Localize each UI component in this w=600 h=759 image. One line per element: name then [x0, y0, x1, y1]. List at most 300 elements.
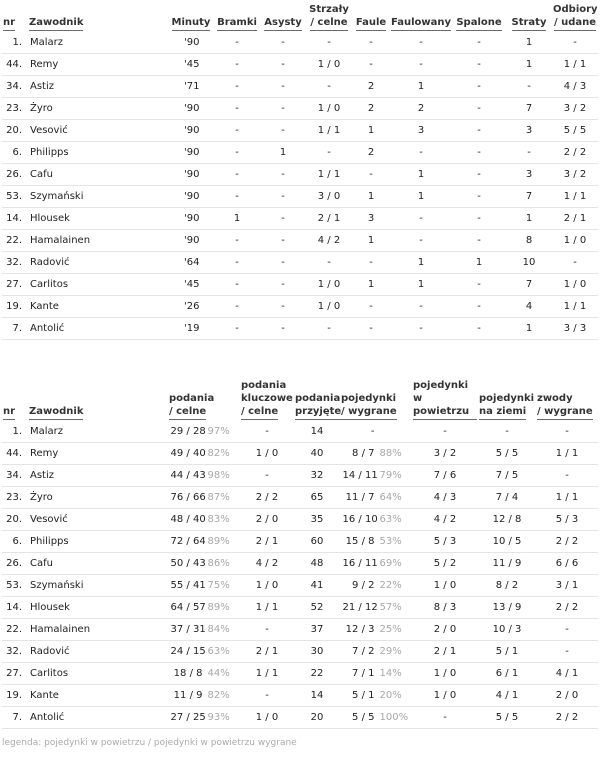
table-row	[2, 663, 598, 685]
player-name: Kante	[28, 296, 168, 318]
duels-pair	[343, 536, 410, 547]
player-name: Antolić	[28, 318, 168, 340]
tackles-cell: 1 / 1	[552, 186, 598, 208]
aerial-duels-cell: 8 / 3	[412, 597, 478, 619]
duels-value: 5 / 5	[352, 712, 375, 723]
losses-cell: 4	[506, 296, 552, 318]
goals-cell: -	[214, 32, 260, 54]
table-legend: legenda: pojedynki w powietrzu / pojedynki w powietrzu wygrane	[2, 738, 297, 748]
player-number: 26.	[2, 553, 28, 575]
tackles-cell: 1 / 1	[552, 296, 598, 318]
shots-cell: 4 / 2	[306, 230, 352, 252]
player-number: 6.	[2, 142, 28, 164]
assists-cell: -	[260, 186, 306, 208]
fouls-cell: -	[352, 252, 390, 274]
passes-cell	[168, 487, 240, 509]
duels-cell	[340, 641, 412, 663]
duels-value: 14 / 11	[342, 470, 378, 481]
duels-value: 9 / 2	[352, 580, 375, 591]
passes-pair	[171, 668, 238, 679]
passes-percent: 97%	[207, 426, 230, 437]
losses-cell: 7	[506, 98, 552, 120]
offsides-cell: -	[452, 32, 506, 54]
shots-cell: 1 / 1	[306, 120, 352, 142]
duels-percent: 63%	[379, 514, 402, 525]
received-cell: 60	[294, 531, 340, 553]
aerial-duels-cell: 4 / 3	[412, 487, 478, 509]
col-header-dribbles: zwody / wygrane	[536, 379, 598, 421]
passes-cell	[168, 707, 240, 729]
passes-percent: 83%	[207, 514, 230, 525]
player-number: 14.	[2, 208, 28, 230]
table-row	[2, 98, 598, 120]
received-cell: 14	[294, 421, 340, 443]
col-header-fouls: Faule	[352, 3, 390, 32]
received-cell: 35	[294, 509, 340, 531]
player-number: 6.	[2, 531, 28, 553]
player-name: Carlitos	[28, 274, 168, 296]
fouls-cell: -	[352, 318, 390, 340]
key-passes-cell: -	[240, 619, 294, 641]
aerial-duels-cell: 1 / 0	[412, 575, 478, 597]
duels-pair	[343, 624, 410, 635]
fouled-cell: -	[390, 230, 452, 252]
passes-pair	[171, 690, 238, 701]
goals-cell: -	[214, 230, 260, 252]
minutes-cell: '45	[168, 54, 214, 76]
passes-cell	[168, 619, 240, 641]
assists-cell: -	[260, 76, 306, 98]
aerial-duels-cell: -	[412, 707, 478, 729]
goals-cell: -	[214, 76, 260, 98]
dribbles-cell: -	[536, 619, 598, 641]
player-number: 27.	[2, 663, 28, 685]
passes-value: 49 / 40	[170, 448, 206, 459]
duels-pair	[343, 426, 410, 437]
shots-cell: -	[306, 318, 352, 340]
goals-cell: -	[214, 120, 260, 142]
minutes-cell: '90	[168, 120, 214, 142]
ground-duels-cell: 12 / 8	[478, 509, 536, 531]
goals-cell: -	[214, 164, 260, 186]
col-header-minutes: Minuty	[168, 3, 214, 32]
table-row	[2, 641, 598, 663]
passes-pair	[171, 426, 238, 437]
dribbles-cell: 5 / 3	[536, 509, 598, 531]
table-row	[2, 421, 598, 443]
table-row	[2, 685, 598, 707]
received-cell: 14	[294, 685, 340, 707]
losses-cell: 7	[506, 274, 552, 296]
received-cell: 22	[294, 663, 340, 685]
duels-cell	[340, 531, 412, 553]
duels-value: 21 / 12	[342, 602, 378, 613]
passes-percent: 82%	[207, 690, 230, 701]
aerial-duels-cell: 7 / 6	[412, 465, 478, 487]
goals-cell: -	[214, 274, 260, 296]
player-name: Żyro	[28, 98, 168, 120]
player-name: Philipps	[28, 531, 168, 553]
table-row	[2, 707, 598, 729]
fouled-cell: 1	[390, 274, 452, 296]
ground-duels-cell: 5 / 1	[478, 641, 536, 663]
table-row	[2, 230, 598, 252]
ground-duels-cell: 13 / 9	[478, 597, 536, 619]
aerial-duels-cell: 1 / 0	[412, 663, 478, 685]
passes-pair	[171, 624, 238, 635]
aerial-duels-cell: 5 / 3	[412, 531, 478, 553]
player-number: 23.	[2, 98, 28, 120]
minutes-cell: '90	[168, 164, 214, 186]
table-row	[2, 186, 598, 208]
tackles-cell: 4 / 3	[552, 76, 598, 98]
dribbles-cell: 2 / 0	[536, 685, 598, 707]
ground-duels-cell: 8 / 2	[478, 575, 536, 597]
passes-percent: 63%	[207, 646, 230, 657]
passes-cell	[168, 465, 240, 487]
table-row	[2, 318, 598, 340]
passes-pair	[171, 536, 238, 547]
tackles-cell: 2 / 2	[552, 142, 598, 164]
player-stats-table	[2, 3, 598, 340]
table-row	[2, 575, 598, 597]
received-cell: 48	[294, 553, 340, 575]
passes-pair	[171, 646, 238, 657]
key-passes-cell: -	[240, 465, 294, 487]
player-number: 22.	[2, 230, 28, 252]
duels-value: 16 / 11	[342, 558, 378, 569]
player-number: 27.	[2, 274, 28, 296]
passes-percent: 84%	[207, 624, 230, 635]
duels-percent: 69%	[379, 558, 402, 569]
goals-cell: -	[214, 186, 260, 208]
passes-cell	[168, 663, 240, 685]
received-cell: 41	[294, 575, 340, 597]
col-header-fouled: Faulowany	[390, 3, 452, 32]
goals-cell: -	[214, 252, 260, 274]
fouled-cell: -	[390, 32, 452, 54]
duels-percent: 100%	[379, 712, 409, 723]
goals-cell: -	[214, 98, 260, 120]
player-name: Malarz	[28, 32, 168, 54]
table-row	[2, 531, 598, 553]
passes-value: 29 / 28	[170, 426, 206, 437]
passes-percent: 89%	[207, 602, 230, 613]
duels-cell	[340, 487, 412, 509]
shots-cell: 1 / 0	[306, 274, 352, 296]
losses-cell: 8	[506, 230, 552, 252]
passes-cell	[168, 553, 240, 575]
shots-cell: -	[306, 76, 352, 98]
ground-duels-cell: 10 / 5	[478, 531, 536, 553]
fouls-cell: 2	[352, 76, 390, 98]
key-passes-cell: 1 / 1	[240, 663, 294, 685]
fouled-cell: -	[390, 318, 452, 340]
col-header-ground-duels: pojedynki na ziemi	[478, 379, 536, 421]
offsides-cell: -	[452, 76, 506, 98]
dribbles-cell: -	[536, 641, 598, 663]
offsides-cell: -	[452, 296, 506, 318]
shots-cell: 2 / 1	[306, 208, 352, 230]
fouled-cell: 1	[390, 76, 452, 98]
passes-header-row	[2, 379, 598, 421]
player-number: 34.	[2, 465, 28, 487]
key-passes-cell: 2 / 1	[240, 641, 294, 663]
duels-pair	[343, 558, 410, 569]
player-name: Carlitos	[28, 663, 168, 685]
passes-percent: 44%	[207, 668, 230, 679]
fouled-cell: 2	[390, 98, 452, 120]
player-number: 14.	[2, 597, 28, 619]
table-row	[2, 274, 598, 296]
assists-cell: -	[260, 274, 306, 296]
duels-pair	[343, 492, 410, 503]
shots-cell: 1 / 1	[306, 164, 352, 186]
key-passes-cell: 1 / 0	[240, 443, 294, 465]
passes-cell	[168, 575, 240, 597]
duels-value: 5 / 1	[352, 690, 375, 701]
player-number: 32.	[2, 252, 28, 274]
passes-value: 76 / 66	[170, 492, 206, 503]
losses-cell: -	[506, 76, 552, 98]
passes-cell	[168, 531, 240, 553]
table-row	[2, 619, 598, 641]
assists-cell: -	[260, 32, 306, 54]
table-row	[2, 208, 598, 230]
tackles-cell: 1 / 0	[552, 274, 598, 296]
fouled-cell: -	[390, 142, 452, 164]
duels-percent: 14%	[379, 668, 402, 679]
player-name: Szymański	[28, 186, 168, 208]
fouled-cell: -	[390, 296, 452, 318]
assists-cell: -	[260, 98, 306, 120]
fouls-cell: 2	[352, 142, 390, 164]
player-number: 32.	[2, 641, 28, 663]
passes-percent: 82%	[207, 448, 230, 459]
aerial-duels-cell: 4 / 2	[412, 509, 478, 531]
player-name: Astiz	[28, 465, 168, 487]
passes-value: 11 / 9	[173, 690, 203, 701]
passes-value: 37 / 31	[170, 624, 206, 635]
dribbles-cell: 3 / 1	[536, 575, 598, 597]
shots-cell: 1 / 0	[306, 98, 352, 120]
received-cell: 20	[294, 707, 340, 729]
offsides-cell: 1	[452, 252, 506, 274]
player-name: Hamalainen	[28, 619, 168, 641]
player-name: Hamalainen	[28, 230, 168, 252]
col-header-player: Zawodnik	[28, 3, 168, 32]
duels-cell	[340, 553, 412, 575]
fouls-cell: -	[352, 296, 390, 318]
aerial-duels-cell: 2 / 1	[412, 641, 478, 663]
passes-pair	[171, 492, 238, 503]
duels-value: 16 / 10	[342, 514, 378, 525]
key-passes-cell: 2 / 0	[240, 509, 294, 531]
minutes-cell: '90	[168, 32, 214, 54]
fouled-cell: 3	[390, 120, 452, 142]
received-cell: 52	[294, 597, 340, 619]
table-row	[2, 252, 598, 274]
ground-duels-cell: 7 / 4	[478, 487, 536, 509]
col-header-goals: Bramki	[214, 3, 260, 32]
shots-cell: 3 / 0	[306, 186, 352, 208]
passes-percent: 89%	[207, 536, 230, 547]
offsides-cell: -	[452, 98, 506, 120]
tackles-cell: -	[552, 32, 598, 54]
duels-value: 11 / 7	[345, 492, 375, 503]
table-row	[2, 465, 598, 487]
offsides-cell: -	[452, 208, 506, 230]
dribbles-cell: 1 / 1	[536, 487, 598, 509]
duels-value: 12 / 3	[345, 624, 375, 635]
player-name: Hlousek	[28, 597, 168, 619]
received-cell: 32	[294, 465, 340, 487]
col-header-nr: nr	[2, 3, 28, 32]
aerial-duels-cell: -	[412, 421, 478, 443]
passes-value: 64 / 57	[170, 602, 206, 613]
table-row	[2, 76, 598, 98]
duels-value: 7 / 2	[352, 646, 375, 657]
player-passes-table	[2, 379, 598, 729]
key-passes-cell: 2 / 1	[240, 531, 294, 553]
passes-cell	[168, 641, 240, 663]
passes-value: 44 / 43	[170, 470, 206, 481]
ground-duels-cell: 10 / 3	[478, 619, 536, 641]
tackles-cell: 3 / 2	[552, 98, 598, 120]
ground-duels-cell: 7 / 5	[478, 465, 536, 487]
col-header-aerial-duels: pojedynki w powietrzu	[412, 379, 478, 421]
passes-percent: 86%	[207, 558, 230, 569]
ground-duels-cell: 11 / 9	[478, 553, 536, 575]
duels-cell	[340, 575, 412, 597]
player-name: Malarz	[28, 421, 168, 443]
losses-cell: 3	[506, 164, 552, 186]
passes-cell	[168, 597, 240, 619]
assists-cell: -	[260, 208, 306, 230]
passes-percent: 93%	[207, 712, 230, 723]
table-row	[2, 509, 598, 531]
aerial-duels-cell: 2 / 0	[412, 619, 478, 641]
table-row	[2, 142, 598, 164]
assists-cell: -	[260, 296, 306, 318]
fouled-cell: -	[390, 54, 452, 76]
passes-value: 24 / 15	[170, 646, 206, 657]
player-name: Vesović	[28, 509, 168, 531]
player-number: 53.	[2, 575, 28, 597]
stats-header-row	[2, 3, 598, 32]
minutes-cell: '90	[168, 98, 214, 120]
tackles-cell: 3 / 2	[552, 164, 598, 186]
passes-cell	[168, 685, 240, 707]
key-passes-cell: 1 / 0	[240, 707, 294, 729]
losses-cell: 10	[506, 252, 552, 274]
key-passes-cell: 1 / 0	[240, 575, 294, 597]
duels-cell	[340, 465, 412, 487]
col-header-nr: nr	[2, 379, 28, 421]
passes-value: 72 / 64	[170, 536, 206, 547]
duels-pair	[343, 514, 410, 525]
player-name: Cafu	[28, 553, 168, 575]
key-passes-cell: -	[240, 421, 294, 443]
table-row	[2, 553, 598, 575]
fouls-cell: -	[352, 32, 390, 54]
assists-cell: -	[260, 318, 306, 340]
duels-pair	[343, 690, 410, 701]
table-row	[2, 487, 598, 509]
duels-value: 7 / 1	[352, 668, 375, 679]
player-number: 44.	[2, 443, 28, 465]
received-cell: 37	[294, 619, 340, 641]
fouls-cell: 1	[352, 120, 390, 142]
duels-percent: 64%	[379, 492, 402, 503]
offsides-cell: -	[452, 274, 506, 296]
ground-duels-cell: 5 / 5	[478, 707, 536, 729]
passes-pair	[171, 448, 238, 459]
player-number: 19.	[2, 296, 28, 318]
duels-percent: 53%	[379, 536, 402, 547]
duels-value: 8 / 7	[352, 448, 375, 459]
goals-cell: -	[214, 296, 260, 318]
shots-cell: 1 / 0	[306, 54, 352, 76]
passes-percent: 98%	[207, 470, 230, 481]
player-number: 20.	[2, 509, 28, 531]
received-cell: 65	[294, 487, 340, 509]
duels-pair	[343, 580, 410, 591]
minutes-cell: '45	[168, 274, 214, 296]
offsides-cell: -	[452, 186, 506, 208]
duels-percent: 20%	[379, 690, 402, 701]
dribbles-cell: -	[536, 465, 598, 487]
fouls-cell: -	[352, 54, 390, 76]
duels-value: 15 / 8	[345, 536, 375, 547]
duels-cell	[340, 421, 412, 443]
assists-cell: -	[260, 120, 306, 142]
duels-pair	[343, 646, 410, 657]
duels-pair	[343, 668, 410, 679]
dribbles-cell: 2 / 2	[536, 707, 598, 729]
received-cell: 40	[294, 443, 340, 465]
passes-value: 18 / 8	[173, 668, 203, 679]
passes-value: 50 / 43	[170, 558, 206, 569]
duels-cell	[340, 707, 412, 729]
duels-cell	[340, 685, 412, 707]
losses-cell: 1	[506, 318, 552, 340]
duels-percent: 57%	[379, 602, 402, 613]
losses-cell: 1	[506, 208, 552, 230]
duels-percent: 88%	[379, 448, 402, 459]
duels-percent: 79%	[379, 470, 402, 481]
dribbles-cell: 2 / 2	[536, 531, 598, 553]
minutes-cell: '90	[168, 208, 214, 230]
passes-cell	[168, 443, 240, 465]
player-number: 26.	[2, 164, 28, 186]
received-cell: 30	[294, 641, 340, 663]
fouls-cell: 1	[352, 186, 390, 208]
table-row	[2, 32, 598, 54]
offsides-cell: -	[452, 230, 506, 252]
passes-value: 55 / 41	[170, 580, 206, 591]
col-header-passes: podania / celne	[168, 379, 240, 421]
goals-cell: 1	[214, 208, 260, 230]
passes-percent: 75%	[207, 580, 230, 591]
duels-pair	[343, 712, 410, 723]
player-number: 1.	[2, 32, 28, 54]
shots-cell: -	[306, 142, 352, 164]
duels-percent: 25%	[379, 624, 402, 635]
fouled-cell: 1	[390, 252, 452, 274]
fouls-cell: 1	[352, 274, 390, 296]
fouls-cell: 1	[352, 230, 390, 252]
